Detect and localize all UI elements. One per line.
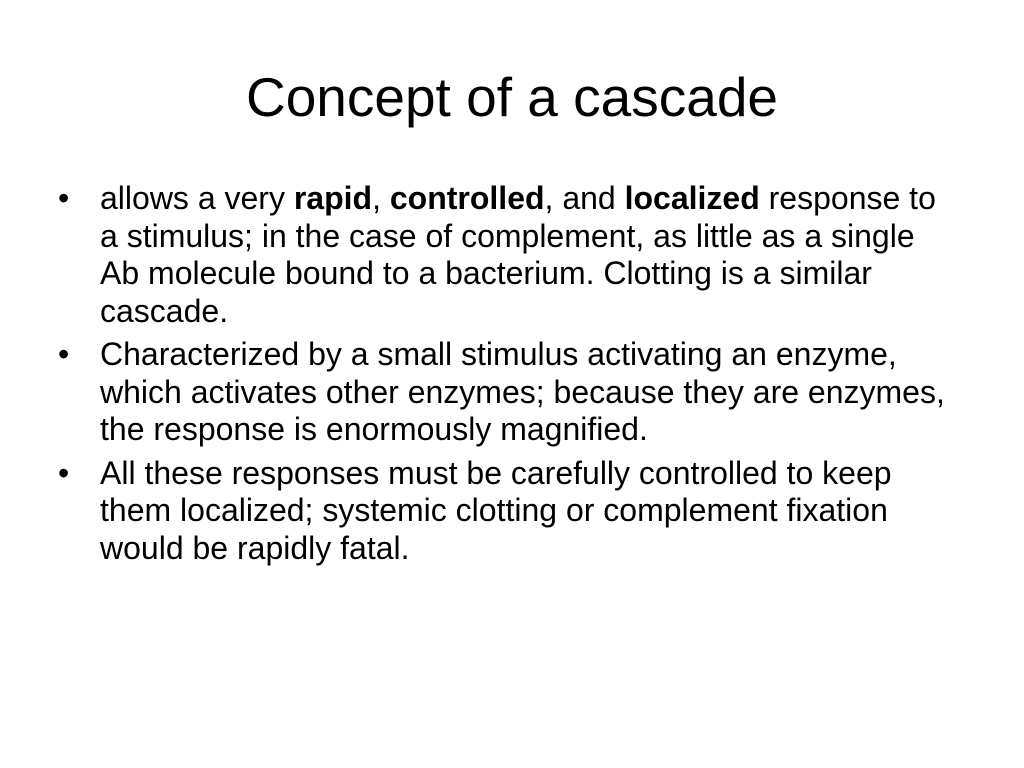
bullet-text-segment: , and — [544, 180, 625, 216]
bullet-text — [100, 180, 936, 329]
bullet-text — [100, 455, 892, 566]
bullet-text — [100, 336, 945, 447]
bullet-item — [58, 336, 958, 449]
bullet-marker: • — [58, 454, 70, 491]
bullet-text-emphasis-localized: localized — [624, 180, 760, 216]
bullet-marker: • — [58, 336, 70, 372]
bullet-item — [58, 455, 958, 568]
bullet-list — [58, 180, 958, 573]
bullet-text-segment: response to a stimulus; in the case of complement, as little as a single Ab molecule bound to a bacterium. Clotting is a similar cascade. — [100, 180, 936, 329]
bullet-text-segment: allows a very — [100, 180, 294, 216]
bullet-text-emphasis-controlled: controlled — [389, 180, 545, 216]
bullet-marker: • — [58, 180, 70, 216]
bullet-text-segment: , — [372, 180, 390, 216]
bullet-text-segment: All these responses must be carefully controlled to keep them localized; systemic clotting or complement fixation would be rapidly fatal. — [100, 454, 892, 566]
bullet-text-segment: Characterized by a small stimulus activating an enzyme, which activates other enzymes; because they are enzymes, the response is enormously magnified. — [100, 336, 945, 447]
bullet-text-emphasis-rapid: rapid — [293, 180, 373, 216]
bullet-item — [58, 180, 958, 330]
slide-title: Concept of a cascade — [245, 66, 778, 128]
